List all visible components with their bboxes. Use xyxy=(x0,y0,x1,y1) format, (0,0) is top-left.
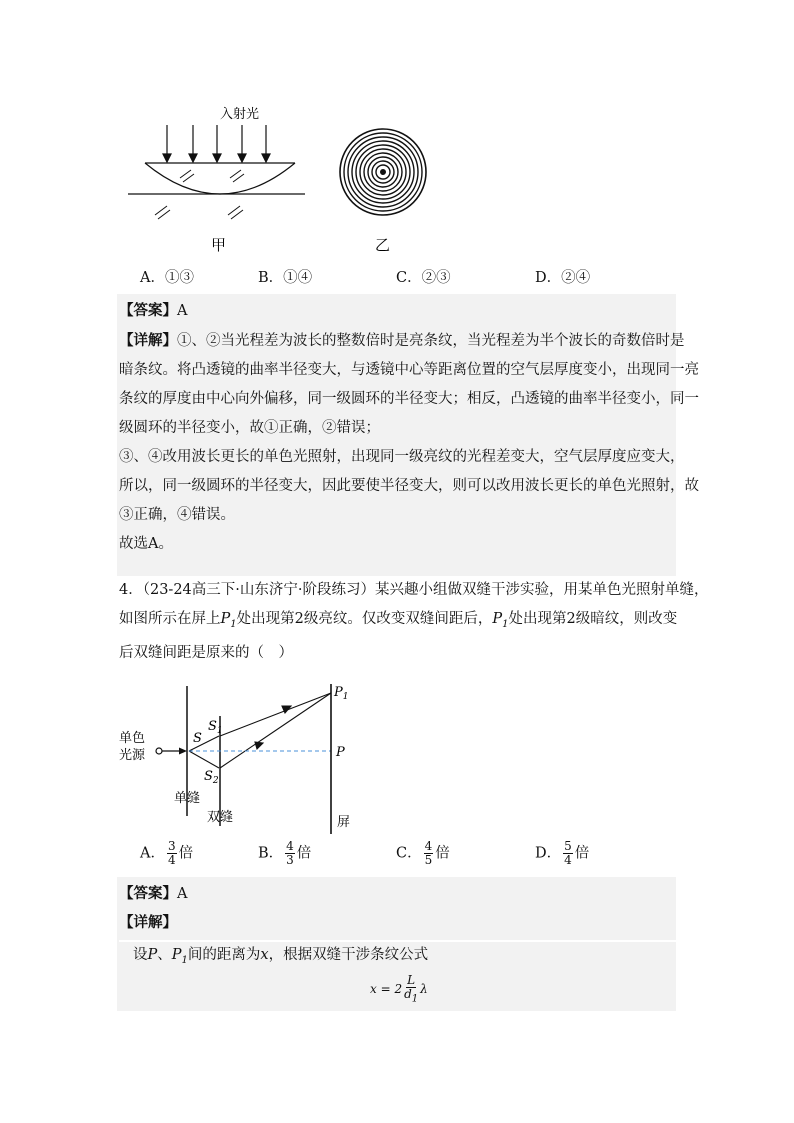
source-label-1: 单色 xyxy=(119,731,146,746)
q4-answer: 【答案】A xyxy=(119,885,188,902)
q4-option-a[interactable]: A． $\frac{3}{4}$ 倍 xyxy=(140,839,194,867)
q4-option-d[interactable]: D． $\frac{5}{4}$ 倍 xyxy=(535,839,590,867)
q3-option-d[interactable]: D．②④ xyxy=(535,270,591,286)
single-slit-label: 单缝 xyxy=(174,791,201,806)
double-slit-figure xyxy=(117,676,367,834)
q3-option-a[interactable]: A．①③ xyxy=(140,270,194,286)
newton-rings-figure xyxy=(125,100,445,260)
figure-yi-caption: 乙 xyxy=(375,236,391,254)
fringe-formula: x = 2 $\frac{L}{d_1}$ λ xyxy=(370,973,428,1005)
q4-option-b[interactable]: B． $\frac{4}{3}$ 倍 xyxy=(258,839,312,867)
q4-detail-label: 【详解】 xyxy=(119,914,177,931)
q4-option-c[interactable]: C． $\frac{4}{5}$ 倍 xyxy=(396,839,450,867)
q4-stem: 4．（23-24高三下·山东济宁·阶段练习）某兴趣小组做双缝干涉实验，用某单色光照射单缝， 如图所示在屏上$P_1$处出现第2级亮纹。仅改变双缝间距后，$P_1$处出现第2级暗纹，则改变 后双缝间距是原来的（ ） xyxy=(119,582,709,661)
s-label: S xyxy=(193,731,202,746)
convex-lens xyxy=(145,163,295,194)
source-label-2: 光源 xyxy=(119,748,146,763)
q3-option-b[interactable]: B．①④ xyxy=(258,270,313,286)
figure-jia-caption: 甲 xyxy=(211,236,227,254)
s2-label: $S_2$ xyxy=(204,769,219,786)
incident-light-label: 入射光 xyxy=(220,107,260,122)
double-slit-label: 双缝 xyxy=(207,810,234,825)
q3-option-c[interactable]: C．②③ xyxy=(396,270,451,286)
q3-detail: 【详解】①、②当光程差为波长的整数倍时是亮条纹，当光程差为半个波长的奇数倍时是 暗条纹。将凸透镜的曲率半径变大，与透镜中心等距离位置的空气层厚度变小，出现同一亮 条纹的厚度由中心向外偏移，同一级圆环的半径变大；相反，凸透镜的曲率半径变小，同一 级圆环的半径变小，故①正确，②错误； ③、④改用波长更长的单色光照射，出现同一级亮纹的光程差变大，空气层厚度应变大， 所以，同一级圆环的半径变大，因此要使半径变大，则可以改用波长更长的单色光照射，故 ③正确，④错误。 故选A。 xyxy=(119,332,699,552)
screen-label: 屏 xyxy=(337,815,351,830)
q4-detail-text: 设P、$P_1$间的距离为x，根据双缝干涉条纹公式 xyxy=(133,947,429,966)
s1-label: $S_1$ xyxy=(208,719,223,736)
p1-label: $P_1$ xyxy=(334,685,349,702)
p-label: P xyxy=(336,745,345,760)
q3-answer: 【答案】A xyxy=(119,302,188,319)
incident-arrows xyxy=(163,125,270,162)
